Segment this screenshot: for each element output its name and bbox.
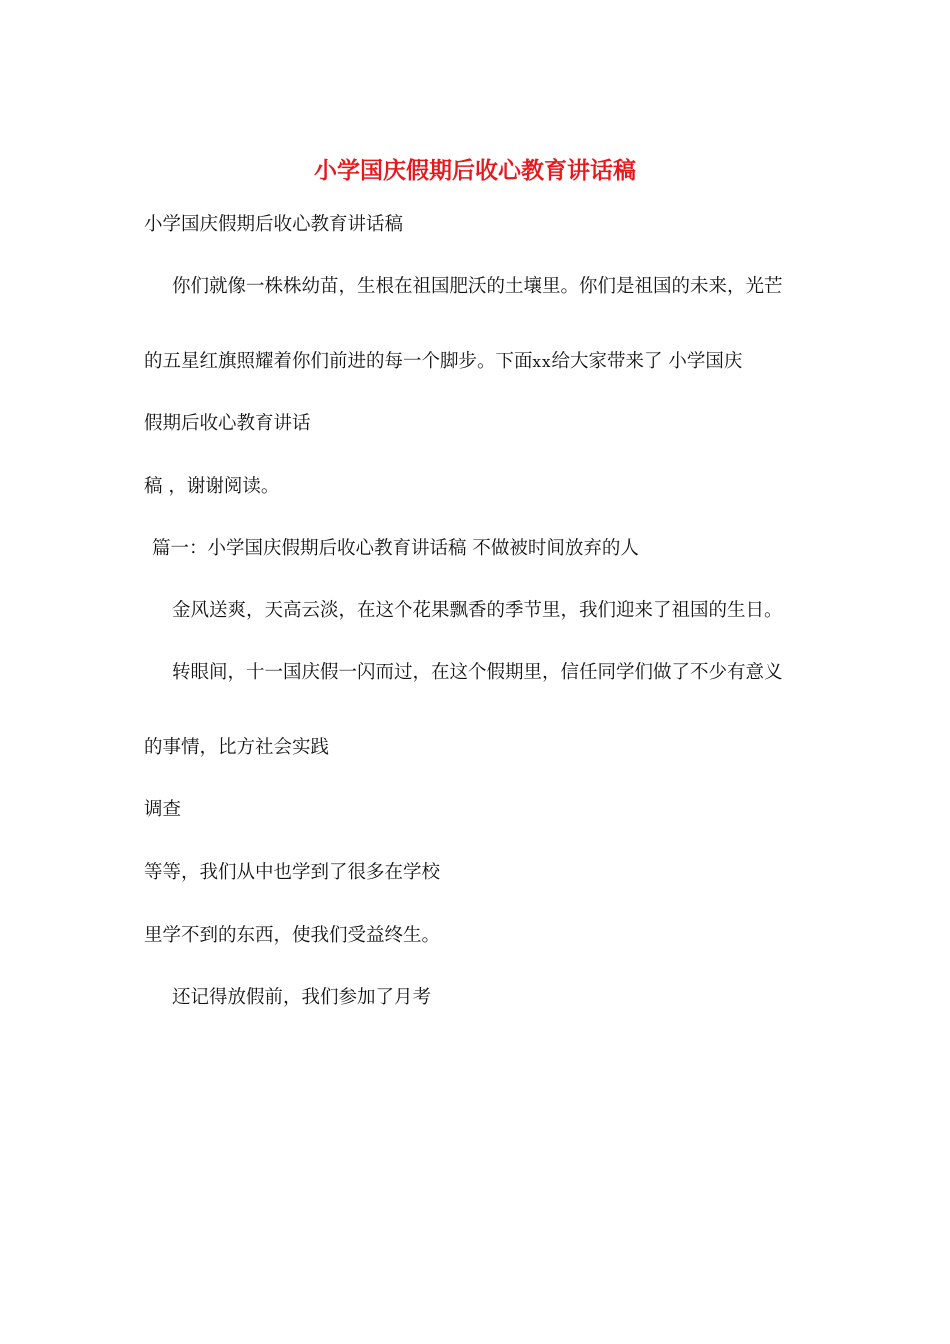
- intro-line-2: [144, 350, 742, 374]
- intro-line-4: 稿 ，谢谢阅读。: [144, 476, 280, 497]
- section1-paragraph-2-line-3: 调查: [144, 799, 182, 820]
- section1-paragraph-2-line-5: 里学不到的东西，使我们受益终生。: [144, 925, 441, 946]
- section1-paragraph-3: 还记得放假前，我们参加了月考: [172, 987, 432, 1008]
- section1-paragraph-2-line-2: 的事情，比方社会实践: [144, 737, 330, 758]
- section1-paragraph-2-line-1: 转眼间，十一国庆假一闪而过，在这个假期里，信任同学们做了不少有意义: [172, 662, 783, 683]
- section1-paragraph-2-line-4: 等等，我们从中也学到了很多在学校: [144, 862, 441, 883]
- intro-line-2-xx: xx: [532, 353, 552, 371]
- section1-paragraph-1: 金风送爽，天高云淡，在这个花果飘香的季节里，我们迎来了祖国的生日。: [172, 600, 783, 621]
- intro-line-1: 你们就像一株株幼苗，生根在祖国肥沃的土壤里。你们是祖国的未来，光芒: [172, 276, 783, 297]
- intro-line-2-start: 的五星红旗照耀着你们前进的每一个脚步。下面: [144, 351, 533, 372]
- intro-line-3: 假期后收心教育讲话: [144, 413, 311, 434]
- document-title: 小学国庆假期后收心教育讲话稿: [314, 157, 636, 184]
- intro-line-2-end: 给大家带来了 小学国庆: [551, 351, 743, 372]
- section1-heading: 篇一：小学国庆假期后收心教育讲话稿 不做被时间放弃的人: [152, 538, 639, 559]
- document-subtitle: 小学国庆假期后收心教育讲话稿: [144, 214, 404, 235]
